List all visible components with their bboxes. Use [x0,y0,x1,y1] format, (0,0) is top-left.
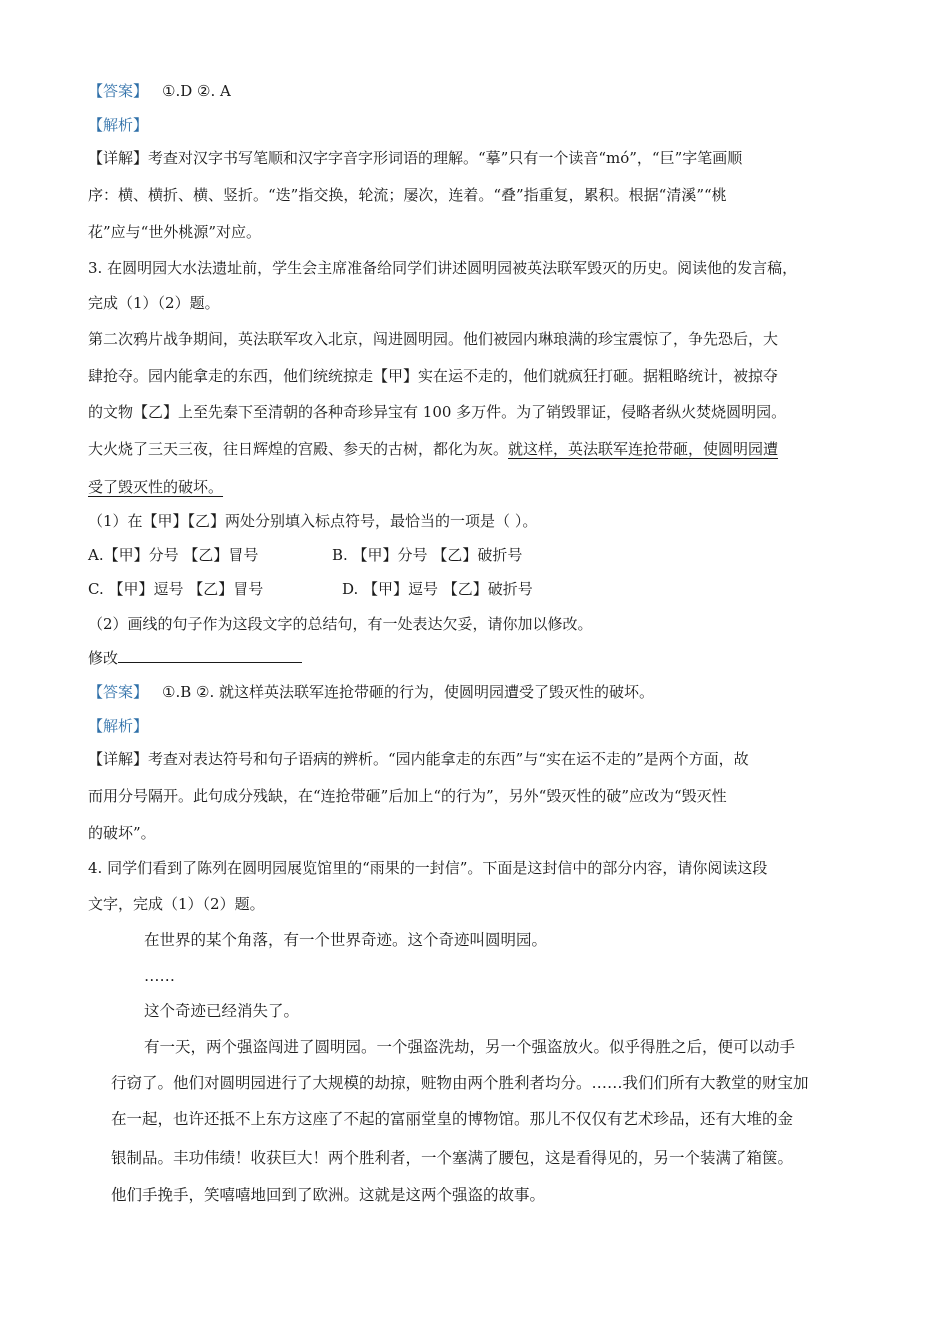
q4-intro-line: 4. 同学们看到了陈列在圆明园展览馆里的“雨果的一封信”。下面是这封信中的部分内容，请你阅读这段 [88,859,768,877]
letter-line: 在世界的某个角落，有一个世界奇迹。这个奇迹叫圆明园。 [144,931,548,949]
q3-options-row [88,545,522,565]
q2-analysis-tag: 【解析】 [88,116,149,134]
letter-line: …… [144,967,175,985]
q3-sub2: （2）画线的句子作为这段文字的总结句，有一处表达欠妥，请你加以修改。 [88,615,593,633]
option-c: C. 【甲】逗号 【乙】冒号 [88,580,264,598]
letter-line: 有一天，两个强盗闯进了圆明园。一个强盗洗劫，另一个强盗放火。似乎得胜之后，便可以动手 [144,1038,796,1056]
q3-passage-line [88,439,778,459]
q4-intro-line: 文字，完成（1）（2）题。 [88,895,265,913]
answer-tag: 【答案】 [88,683,149,701]
underlined-sentence: 受了毁灭性的破坏。 [88,478,224,496]
q3-answer: ①.B ②. 就这样英法联军连抢带砸的行为，使圆明园遭受了毁灭性的破坏。 [162,683,655,701]
q3-detail-line: 【详解】考查对表达符号和句子语病的辨析。“园内能拿走的东西”与“实在运不走的”是两个方面，故 [88,750,749,768]
q2-detail-line: 序：横、横折、横、竖折。“迭”指交换，轮流；屡次，连着。“叠”指重复，累积。根据“清溪”“桃 [88,186,727,204]
q3-detail-line: 而用分号隔开。此句成分残缺，在“连抢带砸”后加上“的行为”，另外“毁灭性的破”应改为“毁灭性 [88,787,727,805]
q3-passage-line: 第二次鸦片战争期间，英法联军攻入北京，闯进圆明园。他们被园内琳琅满的珍宝震惊了，争先恐后，大 [88,330,779,348]
q3-detail-line: 的破坏”。 [88,824,156,842]
q3-analysis-tag: 【解析】 [88,717,149,735]
modify-label: 修改 [88,649,119,667]
passage-text: 大火烧了三天三夜，往日辉煌的宫殿、参天的古树，都化为灰。 [88,440,509,458]
q3-intro-line: 3. 在圆明园大水法遗址前，学生会主席准备给同学们讲述圆明园被英法联军毁灭的历史。阅读他的发言稿， [88,259,798,277]
q3-modify-line [88,648,302,668]
q3-answer-line [88,682,654,702]
answer-tag: 【答案】 [88,82,149,100]
q3-options-row [88,579,533,599]
q2-answer: ①.D ②. A [162,82,231,100]
q3-sub1: （1）在【甲】【乙】两处分别填入标点符号，最恰当的一项是（ ）。 [88,512,538,530]
q3-passage-line: 肆抢夺。园内能拿走的东西，他们统统掠走【甲】实在运不走的，他们就疯狂打砸。据粗略统计，被掠夺 [88,367,779,385]
q2-answer-line [88,81,231,101]
q2-detail-line: 花”应与“世外桃源”对应。 [88,223,262,241]
answer-blank [118,648,302,663]
q3-intro-line: 完成（1）（2）题。 [88,294,220,312]
q3-passage-line: 的文物【乙】上至先秦下至清朝的各种奇珍异宝有 100 多万件。为了销毁罪证，侵略者纵火焚烧圆明园。 [88,403,787,421]
letter-line: 行窃了。他们对圆明园进行了大规模的劫掠，赃物由两个胜利者均分。……我们们所有大教堂的财宝加 [111,1074,809,1092]
underlined-sentence: 就这样，英法联军连抢带砸，使圆明园遭 [508,440,779,458]
option-a: A.【甲】分号 【乙】冒号 [88,546,259,564]
option-b: B. 【甲】分号 【乙】破折号 [332,546,523,564]
letter-line: 这个奇迹已经消失了。 [144,1002,300,1020]
letter-line: 在一起，也许还抵不上东方这座了不起的富丽堂皇的博物馆。那儿不仅仅有艺术珍品，还有大堆的金 [111,1110,794,1128]
letter-line: 他们手挽手，笑嘻嘻地回到了欧洲。这就是这两个强盗的故事。 [111,1186,546,1204]
option-d: D. 【甲】逗号 【乙】破折号 [342,580,533,598]
letter-line: 银制品。丰功伟绩！收获巨大！两个胜利者，一个塞满了腰包，这是看得见的，另一个装满了箱箧。 [111,1149,794,1167]
q2-detail-line: 【详解】考查对汉字书写笔顺和汉字字音字形词语的理解。“摹”只有一个读音“mó”，“巨”字笔画顺 [88,149,743,167]
